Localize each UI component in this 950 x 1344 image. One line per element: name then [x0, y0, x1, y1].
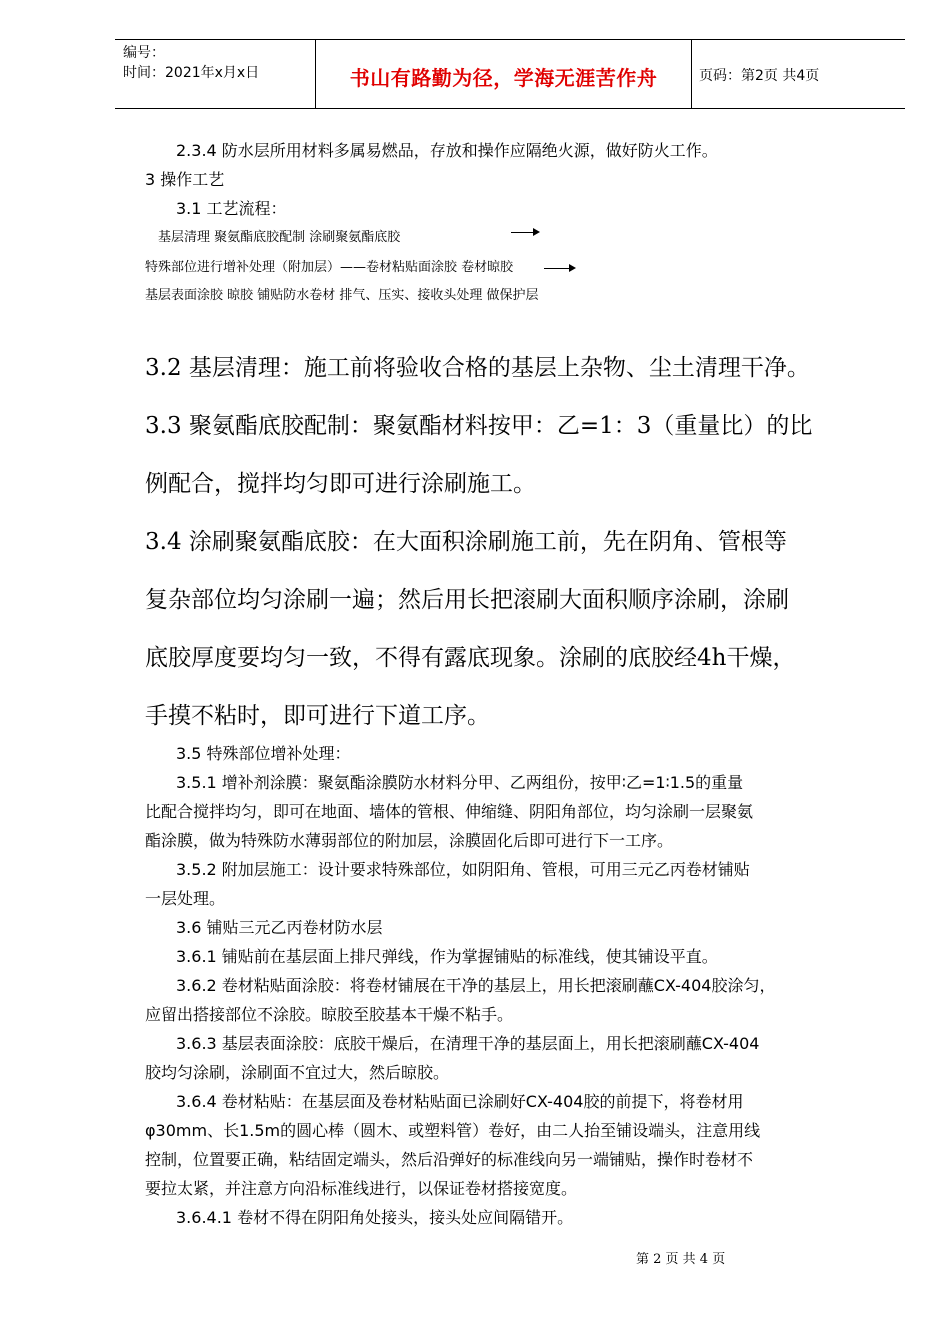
section-3-4-line-3: 底胶厚度要均匀一致，不得有露底现象。涂刷的底胶经4h干燥，	[145, 645, 796, 671]
header-page-cell	[691, 40, 905, 108]
flow-arrow-2	[544, 268, 574, 269]
item-3-5-2-line-1: 3.5.2 附加层施工：设计要求特殊部位，如阴阳角、管根，可用三元乙丙卷材铺贴	[176, 860, 750, 879]
section-3-4-line-4: 手摸不粘时，即可进行下道工序。	[145, 703, 490, 729]
flow-step-line-1: 基层清理 聚氨酯底胶配制 涂刷聚氨酯底胶	[158, 230, 401, 245]
item-3-5-1-line-1: 3.5.1 增补剂涂膜：聚氨酯涂膜防水材料分甲、乙两组份，按甲∶乙=1∶1.5的重量	[176, 773, 744, 792]
header-motto: 书山有路勤为径，学海无涯苦作舟	[349, 66, 658, 90]
section-3-heading: 3 操作工艺	[145, 170, 225, 189]
page-footer: 第 2 页 共 4 页	[636, 1252, 726, 1267]
serial-label: 编号：	[123, 45, 165, 61]
section-3-4-line-2: 复杂部位均匀涂刷一遍；然后用长把滚刷大面积顺序涂刷，涂刷	[145, 587, 789, 613]
time-label: 时间：2021年x月x日	[123, 65, 260, 81]
section-3-2: 3.2 基层清理：施工前将验收合格的基层上杂物、尘土清理干净。	[145, 355, 810, 381]
item-3-5-1-line-3: 酯涂膜，做为特殊防水薄弱部位的附加层，涂膜固化后即可进行下一工序。	[145, 831, 674, 850]
section-3-3-line-1: 3.3 聚氨酯底胶配制：聚氨酯材料按甲：乙=1：3（重量比）的比	[145, 413, 813, 439]
section-3-1-heading: 3.1 工艺流程：	[176, 199, 287, 218]
header-meta-cell	[115, 40, 315, 108]
item-3-6-2-line-2: 应留出搭接部位不涂胶。晾胶至胶基本干燥不粘手。	[145, 1005, 514, 1024]
item-3-6-4-line-2: φ30mm、长1.5m的圆心棒（圆木、或塑料管）卷好，由二人抬至铺设端头，注意用线	[145, 1121, 761, 1140]
section-3-4-line-1: 3.4 涂刷聚氨酯底胶：在大面积涂刷施工前，先在阴角、管根等	[145, 529, 787, 555]
item-3-6-2-line-1: 3.6.2 卷材粘贴面涂胶：将卷材铺展在干净的基层上，用长把滚刷蘸CX-404胶涂匀，	[176, 976, 776, 995]
item-3-6-4-line-3: 控制，位置要正确，粘结固定端头，然后沿弹好的标准线向另一端铺贴，操作时卷材不	[145, 1150, 754, 1169]
page-header	[115, 39, 905, 109]
item-3-6-4-line-1: 3.6.4 卷材粘贴：在基层面及卷材粘贴面已涂刷好CX-404胶的前提下，将卷材用	[176, 1092, 744, 1111]
item-3-6-3-line-2: 胶均匀涂刷，涂刷面不宜过大，然后晾胶。	[145, 1063, 450, 1082]
flow-step-line-3: 基层表面涂胶 晾胶 铺贴防水卷材 排气、压实、接收头处理 做保护层	[145, 288, 539, 303]
flow-step-line-2: 特殊部位进行增补处理（附加层）——卷材粘贴面涂胶 卷材晾胶	[145, 260, 514, 275]
item-2-3-4: 2.3.4 防水层所用材料多属易燃品，存放和操作应隔绝火源，做好防火工作。	[176, 141, 718, 160]
item-3-5-2-line-2: 一层处理。	[145, 889, 226, 908]
item-3-6-3-line-1: 3.6.3 基层表面涂胶：底胶干燥后，在清理干净的基层面上，用长把滚刷蘸CX-404	[176, 1034, 760, 1053]
flow-arrow-1	[511, 232, 538, 233]
section-3-3-line-2: 例配合，搅拌均匀即可进行涂刷施工。	[145, 471, 536, 497]
item-3-5-1-line-2: 比配合搅拌均匀，即可在地面、墙体的管根、伸缩缝、阴阳角部位，均匀涂刷一层聚氨	[145, 802, 754, 821]
section-3-5-heading: 3.5 特殊部位增补处理：	[176, 744, 351, 763]
header-motto-cell	[315, 40, 692, 108]
header-page-info: 页码：第2页 共4页	[699, 68, 820, 84]
item-3-6-1: 3.6.1 铺贴前在基层面上排尺弹线，作为掌握铺贴的标准线，使其铺设平直。	[176, 947, 718, 966]
item-3-6-4-line-4: 要拉太紧，并注意方向沿标准线进行，以保证卷材搭接宽度。	[145, 1179, 578, 1198]
section-3-6-heading: 3.6 铺贴三元乙丙卷材防水层	[176, 918, 383, 937]
item-3-6-4-1: 3.6.4.1 卷材不得在阴阳角处接头，接头处应间隔错开。	[176, 1208, 574, 1227]
